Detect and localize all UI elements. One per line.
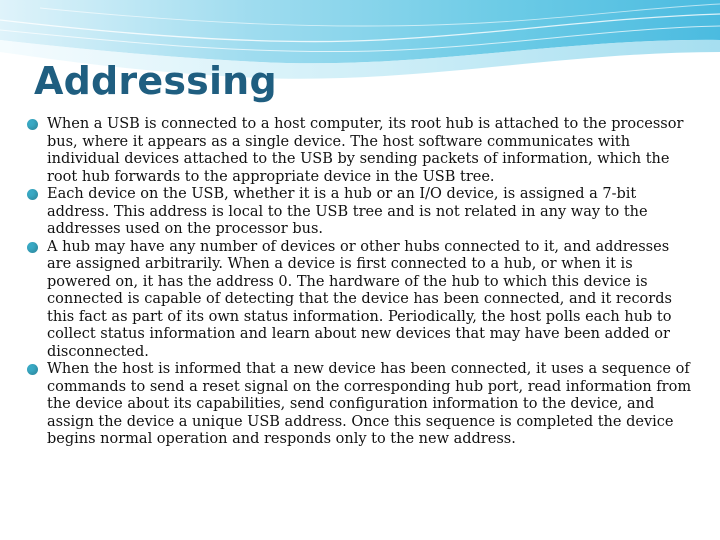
bullet-item (27, 239, 693, 362)
bullet-text: When the host is informed that a new device has been connected, it uses a sequence of commands to send a reset signal on the corresponding hub port, read information from the device about its capabilities, send configuration information to the device, and assign the device a unique USB address. Once this sequence is completed the device begins normal operation and responds only to the new address. (47, 361, 692, 447)
bullet-item (27, 361, 693, 449)
bullet-list (27, 116, 693, 449)
bullet-text: Each device on the USB, whether it is a hub or an I/O device, is assigned a 7-bit address. This address is local to the USB tree and is not related in any way to the addresses used on the processor bus. (47, 186, 648, 237)
bullet-dot-icon (27, 189, 38, 200)
bullet-dot-icon (27, 242, 38, 253)
bullet-item (27, 116, 693, 186)
slide-title: Addressing (34, 59, 277, 103)
bullet-text: A hub may have any number of devices or other hubs connected to it, and addresses are assigned arbitrarily. When a device is first connected to a hub, or when it is powered on, it has the address 0. The hardware of the hub to which this device is connected is capable of detecting that the device has been connected, and it records this fact as part of its own status information. Periodically, the host polls each hub to collect status information and learn about new devices that may have been added or disconnected. (47, 238, 672, 360)
bullet-text: When a USB is connected to a host computer, its root hub is attached to the processor bus, where it appears as a single device. The host software communicates with individual devices attached to the USB by sending packets of information, which the root hub forwards to the appropriate device in the USB tree. (47, 116, 684, 185)
bullet-item (27, 186, 693, 239)
bullet-dot-icon (27, 119, 38, 130)
bullet-dot-icon (27, 364, 38, 375)
